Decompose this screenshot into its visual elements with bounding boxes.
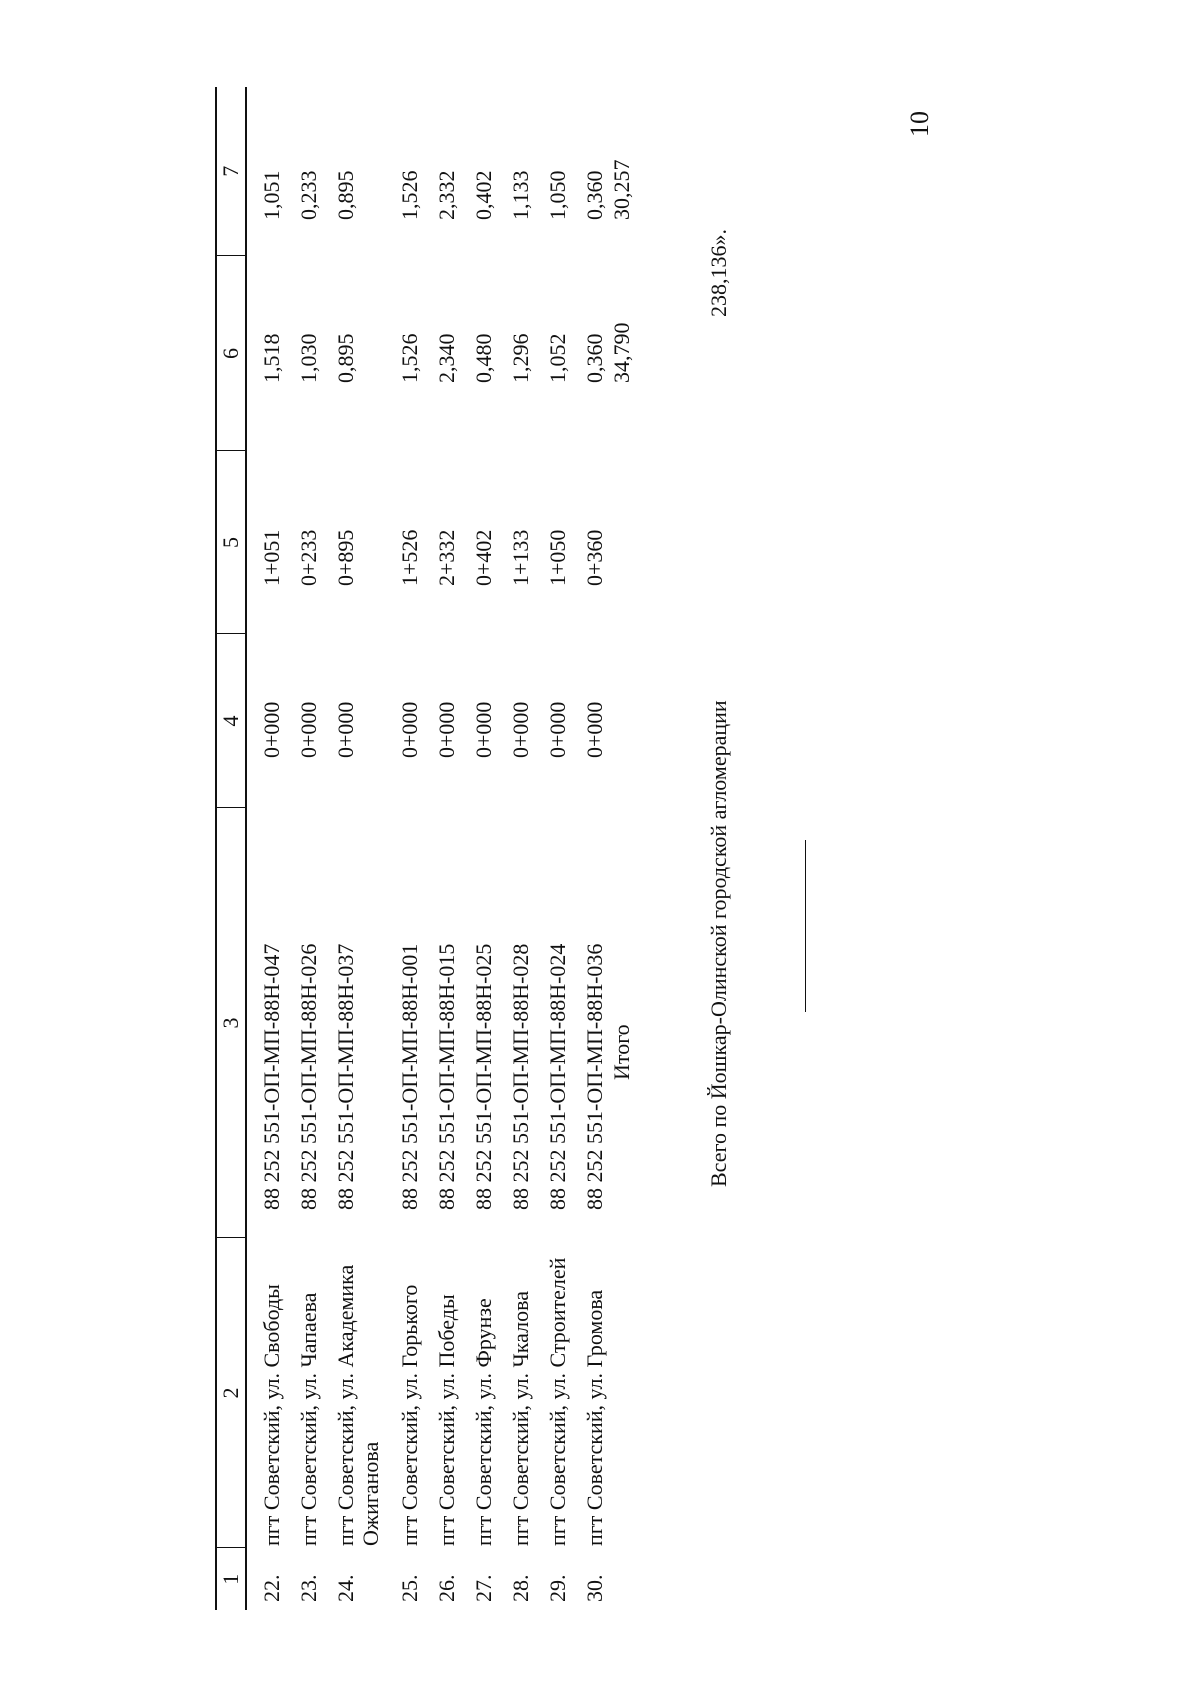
start-km: 0+000 — [545, 701, 570, 758]
total-row — [607, 87, 634, 1610]
road-name: пгт Советский, ул. Свободы — [259, 1284, 284, 1546]
start-km: 0+000 — [582, 701, 607, 758]
grand-total-value: 238,136». — [706, 229, 731, 317]
road-code: 88 252 551-ОП-МП-88Н-024 — [545, 943, 570, 1210]
length-col7: 1,133 — [508, 170, 533, 220]
table-row — [246, 87, 284, 1610]
roads-table — [215, 87, 634, 1610]
length-col6: 0,360 — [582, 333, 607, 383]
header-col-5: 5 — [216, 451, 246, 634]
end-km: 0+233 — [296, 529, 321, 586]
start-km: 0+000 — [333, 701, 358, 758]
end-km: 0+360 — [582, 529, 607, 586]
length-col7: 1,526 — [397, 170, 422, 220]
road-name: пгт Советский, ул. Чапаева — [296, 1292, 321, 1546]
row-number: 22. — [259, 1574, 284, 1602]
row-number: 30. — [582, 1574, 607, 1602]
start-km: 0+000 — [434, 701, 459, 758]
total-label: Итого — [609, 1024, 634, 1080]
end-km: 0+402 — [471, 529, 496, 586]
end-km: 1+526 — [397, 529, 422, 586]
road-code: 88 252 551-ОП-МП-88Н-037 — [333, 943, 358, 1210]
end-km: 1+051 — [259, 529, 284, 586]
length-col6: 1,052 — [545, 333, 570, 383]
length-col7: 1,051 — [259, 170, 284, 220]
row-number: 28. — [508, 1574, 533, 1602]
length-col7: 2,332 — [434, 170, 459, 220]
road-code: 88 252 551-ОП-МП-88Н-036 — [582, 943, 607, 1210]
table-row — [422, 87, 459, 1610]
table-row — [284, 87, 321, 1610]
grand-total-label: Всего по Йошкар-Олинской городской агломерации — [706, 700, 731, 1187]
road-code: 88 252 551-ОП-МП-88Н-047 — [259, 943, 284, 1210]
length-col6: 1,518 — [259, 333, 284, 383]
road-code: 88 252 551-ОП-МП-88Н-028 — [508, 943, 533, 1210]
header-col-6: 6 — [216, 256, 246, 451]
end-km: 2+332 — [434, 529, 459, 586]
total-col6: 34,790 — [609, 322, 634, 383]
length-col7: 0,233 — [296, 170, 321, 220]
road-name: пгт Советский, ул. Громова — [582, 1289, 607, 1546]
table-row — [459, 87, 496, 1610]
end-km: 1+133 — [508, 529, 533, 586]
header-col-1: 1 — [216, 1548, 246, 1610]
header-col-7: 7 — [216, 87, 246, 256]
road-code: 88 252 551-ОП-МП-88Н-026 — [296, 943, 321, 1210]
header-col-2: 2 — [216, 1238, 246, 1548]
road-name: пгт Советский, ул. Строителей — [545, 1257, 570, 1546]
length-col6: 1,030 — [296, 333, 321, 383]
length-col7: 0,360 — [582, 170, 607, 220]
table-header-row — [216, 87, 246, 1610]
table-row — [570, 87, 607, 1610]
length-col7: 0,895 — [333, 170, 358, 220]
road-name: пгт Советский, ул. Академика Ожиганова — [333, 1264, 383, 1546]
length-col6: 1,526 — [397, 333, 422, 383]
header-col-4: 4 — [216, 634, 246, 808]
length-col6: 2,340 — [434, 333, 459, 383]
end-km: 0+895 — [333, 529, 358, 586]
road-name: пгт Советский, ул. Победы — [434, 1294, 459, 1546]
length-col6: 1,296 — [508, 333, 533, 383]
length-col7: 0,402 — [471, 170, 496, 220]
length-col6: 0,895 — [333, 333, 358, 383]
start-km: 0+000 — [296, 701, 321, 758]
road-code: 88 252 551-ОП-МП-88Н-025 — [471, 943, 496, 1210]
road-name: пгт Советский, ул. Чкалова — [508, 1291, 533, 1546]
row-number: 25. — [397, 1574, 422, 1602]
end-km: 1+050 — [545, 529, 570, 586]
road-name: пгт Советский, ул. Горького — [397, 1284, 422, 1546]
table-row — [533, 87, 570, 1610]
start-km: 0+000 — [259, 701, 284, 758]
start-km: 0+000 — [397, 701, 422, 758]
table-row — [385, 87, 422, 1610]
header-col-3: 3 — [216, 808, 246, 1238]
total-col7: 30,257 — [609, 159, 634, 220]
table-row — [321, 87, 385, 1610]
road-code: 88 252 551-ОП-МП-88Н-001 — [397, 943, 422, 1210]
row-number: 23. — [296, 1574, 321, 1602]
table-row — [496, 87, 533, 1610]
closing-divider — [805, 840, 806, 1012]
start-km: 0+000 — [471, 701, 496, 758]
road-name: пгт Советский, ул. Фрунзе — [471, 1298, 496, 1546]
start-km: 0+000 — [508, 701, 533, 758]
row-number: 24. — [333, 1574, 358, 1602]
row-number: 29. — [545, 1574, 570, 1602]
row-number: 27. — [471, 1574, 496, 1602]
length-col7: 1,050 — [545, 170, 570, 220]
page-number: 10 — [905, 111, 934, 137]
length-col6: 0,480 — [471, 333, 496, 383]
row-number: 26. — [434, 1574, 459, 1602]
road-code: 88 252 551-ОП-МП-88Н-015 — [434, 943, 459, 1210]
